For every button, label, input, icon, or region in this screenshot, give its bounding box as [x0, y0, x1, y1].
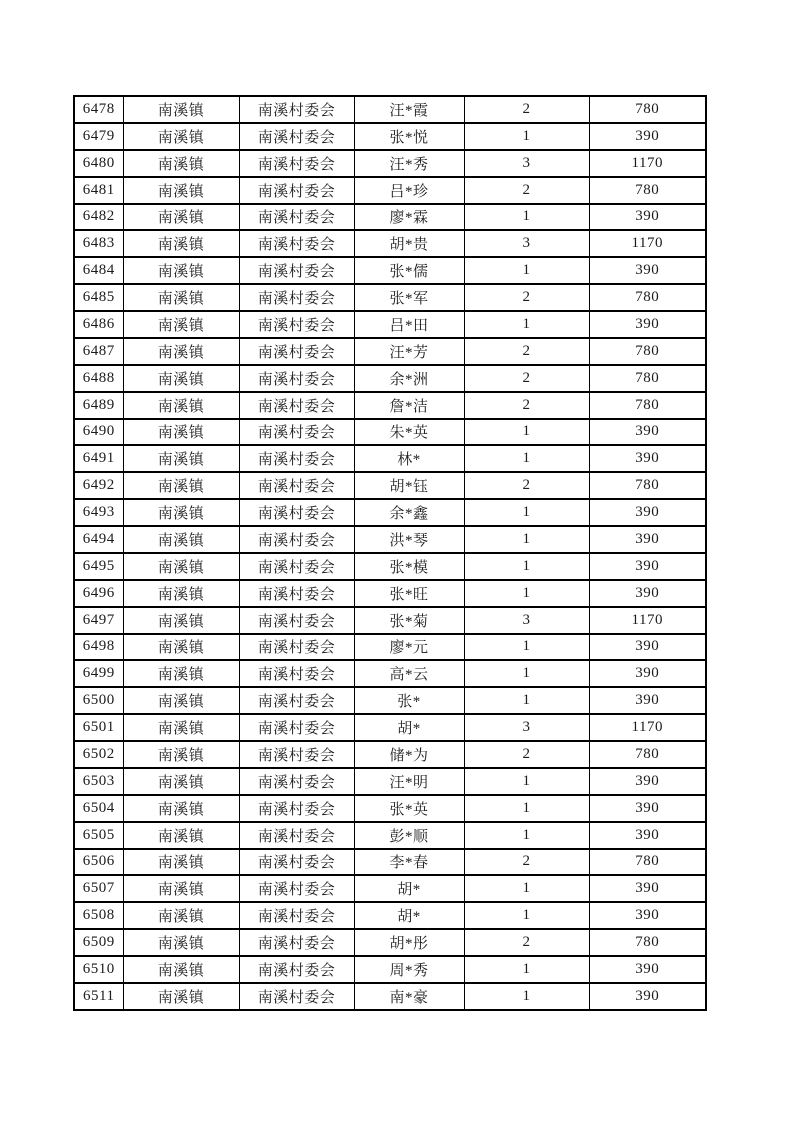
cell-person-name: 胡*钰	[354, 472, 464, 499]
cell-town: 南溪镇	[123, 526, 239, 553]
cell-town: 南溪镇	[123, 204, 239, 231]
cell-person-name: 洪*琴	[354, 526, 464, 553]
cell-person-name: 张*悦	[354, 123, 464, 150]
table-row	[74, 445, 706, 472]
cell-serial-number: 6482	[74, 204, 123, 231]
cell-village-committee: 南溪村委会	[239, 983, 354, 1010]
cell-person-name: 吕*珍	[354, 177, 464, 204]
cell-count: 1	[464, 580, 589, 607]
cell-town: 南溪镇	[123, 768, 239, 795]
cell-person-name: 朱*英	[354, 419, 464, 446]
cell-village-committee: 南溪村委会	[239, 257, 354, 284]
cell-person-name: 林*	[354, 445, 464, 472]
cell-amount: 390	[589, 553, 706, 580]
table-row	[74, 634, 706, 661]
table-row	[74, 311, 706, 338]
table-row	[74, 419, 706, 446]
cell-person-name: 吕*田	[354, 311, 464, 338]
cell-amount: 390	[589, 875, 706, 902]
cell-count: 2	[464, 849, 589, 876]
cell-serial-number: 6505	[74, 822, 123, 849]
cell-serial-number: 6490	[74, 419, 123, 446]
subsidy-table	[73, 95, 707, 1011]
cell-serial-number: 6509	[74, 929, 123, 956]
cell-person-name: 高*云	[354, 660, 464, 687]
cell-town: 南溪镇	[123, 607, 239, 634]
cell-amount: 390	[589, 257, 706, 284]
cell-count: 2	[464, 284, 589, 311]
cell-town: 南溪镇	[123, 96, 239, 123]
cell-village-committee: 南溪村委会	[239, 714, 354, 741]
cell-village-committee: 南溪村委会	[239, 338, 354, 365]
cell-person-name: 李*春	[354, 849, 464, 876]
cell-amount: 390	[589, 445, 706, 472]
cell-count: 1	[464, 660, 589, 687]
cell-town: 南溪镇	[123, 956, 239, 983]
cell-person-name: 南*豪	[354, 983, 464, 1010]
cell-village-committee: 南溪村委会	[239, 392, 354, 419]
cell-amount: 390	[589, 419, 706, 446]
table-row	[74, 338, 706, 365]
cell-village-committee: 南溪村委会	[239, 660, 354, 687]
cell-person-name: 胡*	[354, 875, 464, 902]
cell-village-committee: 南溪村委会	[239, 123, 354, 150]
table-row	[74, 580, 706, 607]
cell-amount: 780	[589, 929, 706, 956]
cell-town: 南溪镇	[123, 553, 239, 580]
table-row	[74, 983, 706, 1010]
table-row	[74, 741, 706, 768]
cell-village-committee: 南溪村委会	[239, 849, 354, 876]
cell-serial-number: 6485	[74, 284, 123, 311]
cell-count: 1	[464, 875, 589, 902]
cell-count: 1	[464, 768, 589, 795]
table-row	[74, 849, 706, 876]
table-row	[74, 607, 706, 634]
cell-serial-number: 6489	[74, 392, 123, 419]
cell-amount: 390	[589, 634, 706, 661]
table-row	[74, 472, 706, 499]
cell-town: 南溪镇	[123, 929, 239, 956]
cell-town: 南溪镇	[123, 499, 239, 526]
cell-amount: 780	[589, 472, 706, 499]
cell-count: 1	[464, 822, 589, 849]
table-row	[74, 875, 706, 902]
cell-village-committee: 南溪村委会	[239, 875, 354, 902]
cell-amount: 780	[589, 392, 706, 419]
cell-serial-number: 6508	[74, 902, 123, 929]
cell-village-committee: 南溪村委会	[239, 795, 354, 822]
cell-amount: 390	[589, 956, 706, 983]
cell-count: 1	[464, 553, 589, 580]
cell-serial-number: 6496	[74, 580, 123, 607]
cell-village-committee: 南溪村委会	[239, 472, 354, 499]
cell-amount: 390	[589, 983, 706, 1010]
cell-serial-number: 6497	[74, 607, 123, 634]
cell-count: 2	[464, 338, 589, 365]
cell-serial-number: 6483	[74, 230, 123, 257]
cell-town: 南溪镇	[123, 365, 239, 392]
cell-town: 南溪镇	[123, 875, 239, 902]
cell-count: 1	[464, 983, 589, 1010]
cell-count: 1	[464, 445, 589, 472]
cell-person-name: 张*旺	[354, 580, 464, 607]
cell-serial-number: 6507	[74, 875, 123, 902]
cell-serial-number: 6502	[74, 741, 123, 768]
cell-amount: 390	[589, 204, 706, 231]
cell-serial-number: 6499	[74, 660, 123, 687]
cell-town: 南溪镇	[123, 311, 239, 338]
cell-person-name: 汪*秀	[354, 150, 464, 177]
table-row	[74, 714, 706, 741]
cell-village-committee: 南溪村委会	[239, 177, 354, 204]
cell-count: 3	[464, 150, 589, 177]
cell-village-committee: 南溪村委会	[239, 150, 354, 177]
cell-count: 2	[464, 365, 589, 392]
cell-serial-number: 6487	[74, 338, 123, 365]
cell-amount: 780	[589, 365, 706, 392]
cell-serial-number: 6494	[74, 526, 123, 553]
cell-serial-number: 6498	[74, 634, 123, 661]
cell-amount: 1170	[589, 150, 706, 177]
cell-person-name: 周*秀	[354, 956, 464, 983]
cell-count: 1	[464, 634, 589, 661]
cell-count: 1	[464, 499, 589, 526]
cell-person-name: 彭*顺	[354, 822, 464, 849]
cell-count: 1	[464, 902, 589, 929]
cell-town: 南溪镇	[123, 714, 239, 741]
cell-amount: 1170	[589, 230, 706, 257]
table-row	[74, 768, 706, 795]
cell-serial-number: 6500	[74, 687, 123, 714]
cell-person-name: 汪*芳	[354, 338, 464, 365]
cell-count: 1	[464, 311, 589, 338]
cell-amount: 780	[589, 849, 706, 876]
cell-serial-number: 6484	[74, 257, 123, 284]
cell-town: 南溪镇	[123, 123, 239, 150]
table-row	[74, 96, 706, 123]
table-row	[74, 902, 706, 929]
cell-village-committee: 南溪村委会	[239, 230, 354, 257]
table-row	[74, 553, 706, 580]
table-row	[74, 365, 706, 392]
cell-serial-number: 6506	[74, 849, 123, 876]
cell-town: 南溪镇	[123, 983, 239, 1010]
cell-count: 2	[464, 472, 589, 499]
table-row	[74, 929, 706, 956]
cell-serial-number: 6504	[74, 795, 123, 822]
cell-person-name: 汪*明	[354, 768, 464, 795]
cell-town: 南溪镇	[123, 660, 239, 687]
cell-count: 2	[464, 96, 589, 123]
table-row	[74, 230, 706, 257]
cell-serial-number: 6495	[74, 553, 123, 580]
cell-town: 南溪镇	[123, 902, 239, 929]
cell-amount: 390	[589, 311, 706, 338]
cell-town: 南溪镇	[123, 284, 239, 311]
cell-serial-number: 6510	[74, 956, 123, 983]
cell-town: 南溪镇	[123, 230, 239, 257]
cell-person-name: 张*英	[354, 795, 464, 822]
cell-town: 南溪镇	[123, 687, 239, 714]
cell-village-committee: 南溪村委会	[239, 687, 354, 714]
cell-amount: 390	[589, 123, 706, 150]
cell-amount: 780	[589, 177, 706, 204]
cell-village-committee: 南溪村委会	[239, 634, 354, 661]
cell-town: 南溪镇	[123, 445, 239, 472]
cell-village-committee: 南溪村委会	[239, 96, 354, 123]
cell-amount: 390	[589, 526, 706, 553]
cell-town: 南溪镇	[123, 472, 239, 499]
cell-village-committee: 南溪村委会	[239, 526, 354, 553]
cell-person-name: 胡*贵	[354, 230, 464, 257]
cell-village-committee: 南溪村委会	[239, 419, 354, 446]
cell-village-committee: 南溪村委会	[239, 768, 354, 795]
table-row	[74, 392, 706, 419]
cell-count: 1	[464, 123, 589, 150]
cell-amount: 390	[589, 660, 706, 687]
cell-serial-number: 6479	[74, 123, 123, 150]
cell-serial-number: 6488	[74, 365, 123, 392]
cell-count: 3	[464, 607, 589, 634]
table-row	[74, 257, 706, 284]
cell-amount: 1170	[589, 607, 706, 634]
cell-serial-number: 6481	[74, 177, 123, 204]
cell-person-name: 胡*彤	[354, 929, 464, 956]
cell-town: 南溪镇	[123, 257, 239, 284]
table-row	[74, 204, 706, 231]
cell-village-committee: 南溪村委会	[239, 553, 354, 580]
cell-serial-number: 6486	[74, 311, 123, 338]
cell-amount: 390	[589, 687, 706, 714]
cell-person-name: 余*洲	[354, 365, 464, 392]
cell-amount: 780	[589, 338, 706, 365]
cell-village-committee: 南溪村委会	[239, 499, 354, 526]
cell-town: 南溪镇	[123, 580, 239, 607]
cell-count: 1	[464, 795, 589, 822]
cell-serial-number: 6501	[74, 714, 123, 741]
table-body	[74, 96, 706, 1010]
cell-town: 南溪镇	[123, 392, 239, 419]
cell-serial-number: 6503	[74, 768, 123, 795]
cell-village-committee: 南溪村委会	[239, 741, 354, 768]
cell-town: 南溪镇	[123, 822, 239, 849]
table-row	[74, 284, 706, 311]
cell-count: 2	[464, 177, 589, 204]
cell-person-name: 余*鑫	[354, 499, 464, 526]
cell-amount: 780	[589, 96, 706, 123]
cell-village-committee: 南溪村委会	[239, 284, 354, 311]
cell-count: 1	[464, 526, 589, 553]
cell-count: 3	[464, 230, 589, 257]
cell-amount: 390	[589, 768, 706, 795]
cell-person-name: 张*模	[354, 553, 464, 580]
cell-person-name: 廖*元	[354, 634, 464, 661]
table-row	[74, 795, 706, 822]
cell-village-committee: 南溪村委会	[239, 311, 354, 338]
cell-serial-number: 6492	[74, 472, 123, 499]
cell-person-name: 詹*洁	[354, 392, 464, 419]
cell-village-committee: 南溪村委会	[239, 822, 354, 849]
cell-person-name: 胡*	[354, 902, 464, 929]
cell-count: 1	[464, 687, 589, 714]
cell-town: 南溪镇	[123, 419, 239, 446]
table-row	[74, 822, 706, 849]
cell-town: 南溪镇	[123, 634, 239, 661]
cell-count: 1	[464, 956, 589, 983]
cell-town: 南溪镇	[123, 741, 239, 768]
cell-person-name: 张*儒	[354, 257, 464, 284]
cell-village-committee: 南溪村委会	[239, 445, 354, 472]
cell-village-committee: 南溪村委会	[239, 902, 354, 929]
table-row	[74, 660, 706, 687]
cell-village-committee: 南溪村委会	[239, 365, 354, 392]
cell-count: 1	[464, 204, 589, 231]
cell-town: 南溪镇	[123, 795, 239, 822]
cell-amount: 390	[589, 499, 706, 526]
table-row	[74, 123, 706, 150]
cell-village-committee: 南溪村委会	[239, 204, 354, 231]
cell-person-name: 廖*霖	[354, 204, 464, 231]
cell-serial-number: 6478	[74, 96, 123, 123]
cell-serial-number: 6480	[74, 150, 123, 177]
table-row	[74, 177, 706, 204]
cell-person-name: 张*军	[354, 284, 464, 311]
cell-person-name: 胡*	[354, 714, 464, 741]
cell-person-name: 张*	[354, 687, 464, 714]
cell-count: 2	[464, 392, 589, 419]
cell-town: 南溪镇	[123, 150, 239, 177]
table-row	[74, 499, 706, 526]
cell-count: 1	[464, 257, 589, 284]
cell-count: 2	[464, 929, 589, 956]
cell-serial-number: 6491	[74, 445, 123, 472]
cell-village-committee: 南溪村委会	[239, 607, 354, 634]
cell-amount: 390	[589, 795, 706, 822]
cell-amount: 1170	[589, 714, 706, 741]
cell-count: 1	[464, 419, 589, 446]
cell-town: 南溪镇	[123, 177, 239, 204]
cell-amount: 780	[589, 741, 706, 768]
cell-amount: 780	[589, 284, 706, 311]
cell-amount: 390	[589, 822, 706, 849]
cell-count: 2	[464, 741, 589, 768]
cell-count: 3	[464, 714, 589, 741]
cell-serial-number: 6511	[74, 983, 123, 1010]
table-row	[74, 687, 706, 714]
cell-village-committee: 南溪村委会	[239, 929, 354, 956]
cell-village-committee: 南溪村委会	[239, 956, 354, 983]
cell-serial-number: 6493	[74, 499, 123, 526]
cell-person-name: 储*为	[354, 741, 464, 768]
cell-person-name: 汪*霞	[354, 96, 464, 123]
cell-town: 南溪镇	[123, 338, 239, 365]
cell-village-committee: 南溪村委会	[239, 580, 354, 607]
table-row	[74, 150, 706, 177]
cell-amount: 390	[589, 902, 706, 929]
table-row	[74, 956, 706, 983]
cell-person-name: 张*菊	[354, 607, 464, 634]
cell-town: 南溪镇	[123, 849, 239, 876]
table-row	[74, 526, 706, 553]
cell-amount: 390	[589, 580, 706, 607]
